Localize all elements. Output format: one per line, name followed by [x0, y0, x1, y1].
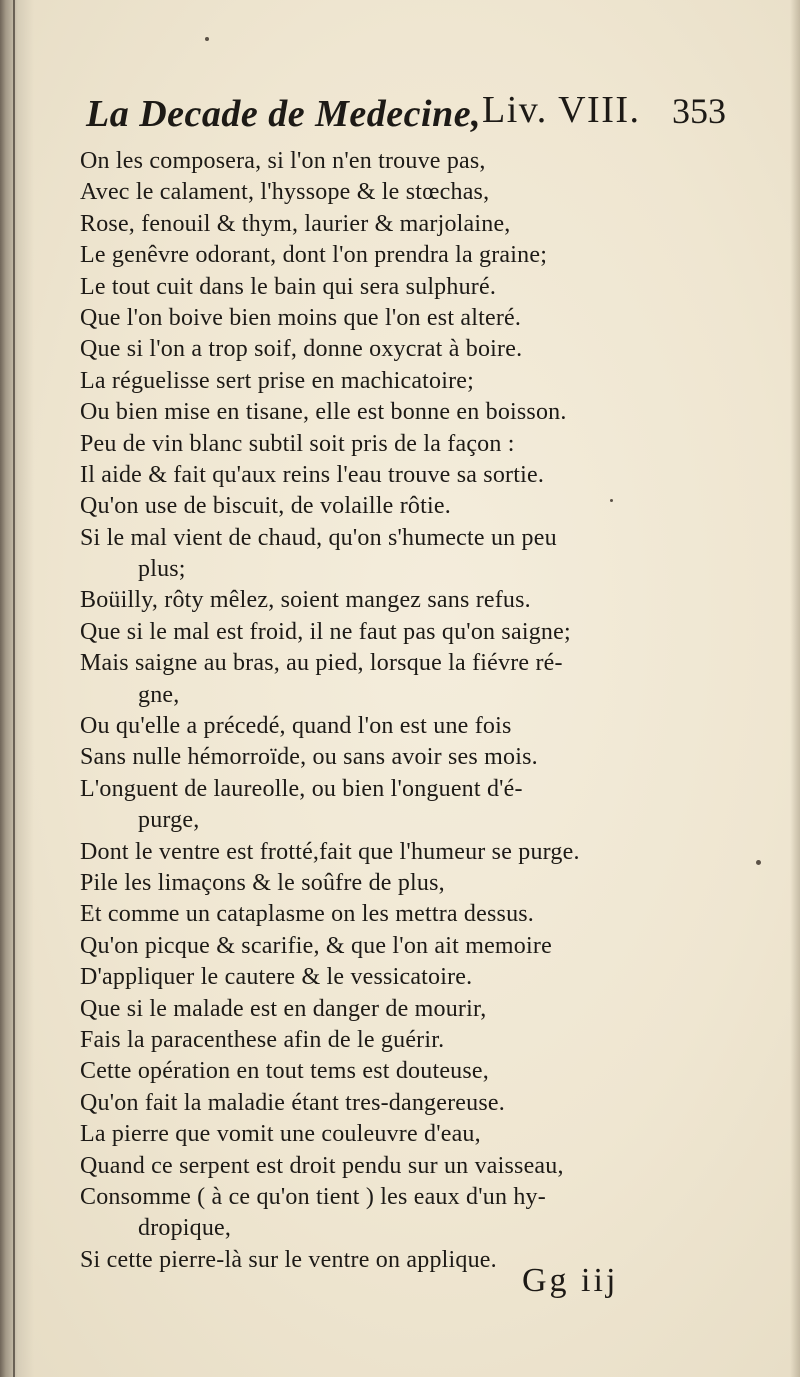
binding-gutter [0, 0, 34, 1377]
running-head [86, 88, 776, 144]
verse-line: Consomme ( à ce qu'on tient ) les eaux d'un hy- [80, 1183, 546, 1210]
verse-line: Pile les limaçons & le soûfre de plus, [80, 869, 445, 896]
verse-line: Ou bien mise en tisane, elle est bonne en boisson. [80, 399, 567, 426]
running-head-title: La Decade de Medecine, [86, 93, 482, 135]
verse-line: Quand ce serpent est droit pendu sur un vaisseau, [80, 1152, 564, 1179]
verse-line: Avec le calament, l'hyssope & le stœchas, [80, 179, 490, 206]
ink-speck [205, 37, 209, 41]
verse-line: La réguelisse sert prise en machicatoire; [80, 367, 475, 394]
verse-line: La pierre que vomit une couleuvre d'eau, [80, 1121, 481, 1148]
verse-line: Que l'on boive bien moins que l'on est alteré. [80, 304, 522, 331]
poem-text [80, 146, 740, 1276]
signature-mark: Gg iij [522, 1262, 619, 1299]
verse-line: Le tout cuit dans le bain qui sera sulphuré. [80, 273, 497, 300]
verse-line: Fais la paracenthese afin de le guérir. [80, 1026, 445, 1053]
verse-line: Rose, fenouil & thym, laurier & marjolaine, [80, 210, 511, 237]
verse-line: Et comme un cataplasme on les mettra dessus. [80, 901, 535, 928]
verse-line: gne, [138, 681, 180, 708]
verse-line: Qu'on use de biscuit, de volaille rôtie. [80, 493, 451, 520]
verse-line: Mais saigne au bras, au pied, lorsque la fiévre ré- [80, 650, 563, 677]
verse-line: Ou qu'elle a précedé, quand l'on est une fois [80, 713, 512, 740]
ink-speck [756, 860, 761, 865]
page-number: 353 [672, 91, 726, 131]
verse-line: Cette opération en tout tems est douteuse, [80, 1058, 489, 1085]
verse-line: plus; [138, 556, 186, 583]
verse-line: Qu'on fait la maladie étant tres-dangereuse. [80, 1089, 505, 1116]
verse-line: Si cette pierre-là sur le ventre on applique. [80, 1246, 497, 1273]
verse-line: Le genêvre odorant, dont l'on prendra la graine; [80, 242, 548, 269]
verse-line: D'appliquer le cautere & le vessicatoire. [80, 964, 473, 991]
verse-line: Que si le malade est en danger de mourir, [80, 995, 487, 1022]
verse-line: purge, [138, 807, 200, 834]
page-edge-shadow [790, 0, 800, 1377]
verse-line: Que si l'on a trop soif, donne oxycrat à boire. [80, 336, 523, 363]
verse-line: Qu'on picque & scarifie, & que l'on ait memoire [80, 932, 552, 959]
running-head-book: Liv. VIII. [482, 89, 641, 131]
verse-line: Que si le mal est froid, il ne faut pas qu'on saigne; [80, 618, 571, 645]
verse-line: Boüilly, rôty mêlez, soient mangez sans refus. [80, 587, 531, 614]
verse-line: Sans nulle hémorroïde, ou sans avoir ses mois. [80, 744, 538, 771]
verse-line: Si le mal vient de chaud, qu'on s'humecte un peu [80, 524, 557, 551]
verse-line: Peu de vin blanc subtil soit pris de la façon : [80, 430, 515, 457]
verse-line: L'onguent de laureolle, ou bien l'onguent d'é- [80, 775, 523, 802]
binding-edge [13, 0, 15, 1377]
verse-line: On les composera, si l'on n'en trouve pas, [80, 148, 486, 174]
verse-line: dropique, [138, 1215, 232, 1242]
ink-speck [610, 499, 613, 502]
verse-line: Il aide & fait qu'aux reins l'eau trouve sa sortie. [80, 461, 545, 488]
verse-line: Dont le ventre est frotté,fait que l'humeur se purge. [80, 838, 580, 865]
